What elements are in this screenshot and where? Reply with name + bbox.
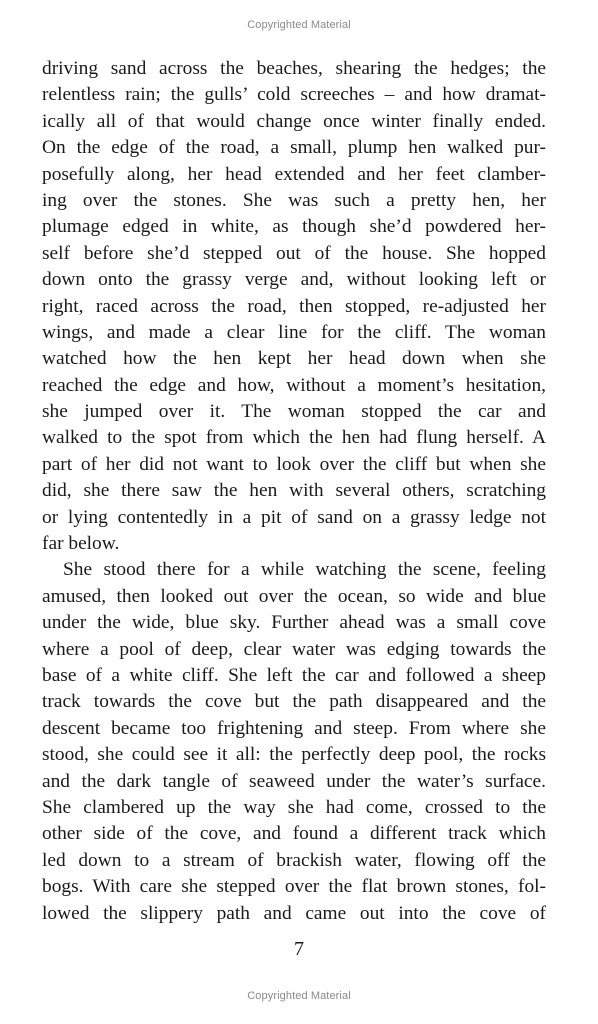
text-line: stood, she could see it all: the perfectly deep pool, the rocks — [42, 744, 546, 766]
text-line: or lying contentedly in a pit of sand on a grassy ledge not — [42, 506, 546, 528]
text-line: self before she’d stepped out of the house. She hopped — [42, 242, 546, 264]
copyright-header: Copyrighted Material — [247, 19, 351, 31]
text-line: amused, then looked out over the ocean, so wide and blue — [42, 585, 546, 607]
text-line: and the dark tangle of seaweed under the water’s surface. — [42, 770, 546, 792]
text-line: under the wide, blue sky. Further ahead was a small cove — [42, 612, 546, 634]
text-line: track towards the cove but the path disappeared and the — [42, 691, 546, 713]
text-line: she jumped over it. The woman stopped the car and — [42, 401, 546, 423]
text-line: bogs. With care she stepped over the flat brown stones, fol- — [42, 876, 546, 898]
text-line: ing over the stones. She was such a pretty hen, her — [42, 189, 546, 211]
text-line: led down to a stream of brackish water, flowing off the — [42, 849, 546, 871]
text-line: ically all of that would change once winter finally ended. — [42, 110, 546, 132]
text-line: walked to the spot from which the hen had flung herself. A — [42, 427, 546, 449]
text-line: She clambered up the way she had come, crossed to the — [42, 796, 546, 818]
text-line: down onto the grassy verge and, without looking left or — [42, 269, 546, 291]
text-line: did, she there saw the hen with several others, scratching — [42, 480, 546, 502]
text-line: driving sand across the beaches, shearing the hedges; the — [42, 58, 546, 79]
text-line: other side of the cove, and found a different track which — [42, 823, 546, 845]
text-line: part of her did not want to look over the cliff but when she — [42, 453, 546, 475]
text-line: She stood there for a while watching the scene, feeling — [63, 559, 546, 581]
text-line: right, raced across the road, then stopped, re-adjusted her — [42, 295, 546, 317]
text-line: relentless rain; the gulls’ cold screeches – and how dramat- — [42, 84, 546, 106]
text-line: reached the edge and how, without a moment’s hesitation, — [42, 374, 546, 396]
text-line: lowed the slippery path and came out into the cove of — [42, 902, 546, 924]
text-line: plumage edged in white, as though she’d powdered her- — [42, 216, 546, 238]
text-line: far below. — [42, 533, 120, 555]
text-line: watched how the hen kept her head down when she — [42, 348, 546, 370]
paragraph — [42, 557, 546, 926]
text-line: posefully along, her head extended and her feet clamber- — [42, 163, 546, 185]
text-line: where a pool of deep, clear water was edging towards the — [42, 638, 546, 660]
copyright-footer: Copyrighted Material — [247, 990, 351, 1002]
paragraph — [42, 56, 546, 557]
text-line: base of a white cliff. She left the car and followed a sheep — [42, 664, 546, 686]
page-number: 7 — [294, 938, 304, 960]
text-line: descent became too frightening and steep. From where she — [42, 717, 546, 739]
text-line: wings, and made a clear line for the cliff. The woman — [42, 321, 546, 343]
body-text — [42, 56, 546, 927]
text-line: On the edge of the road, a small, plump hen walked pur- — [42, 137, 546, 159]
